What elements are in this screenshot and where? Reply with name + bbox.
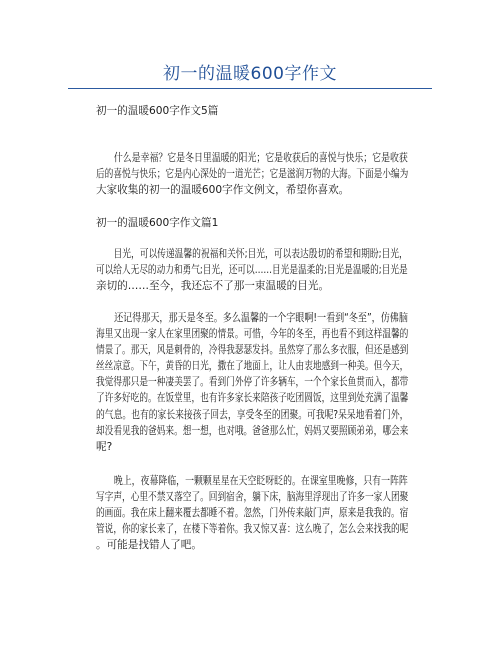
intro-paragraph [96,150,408,198]
document-title: 初一的温暖600字作文 [163,64,337,84]
paragraph-line: 目光，可以传递温馨的祝福和关怀;目光，可以表达殷切的希望和期盼;目光， [96,248,408,260]
paragraph-line: 还记得那天，那天是冬至。多么温馨的一个字眼啊!一看到“冬至”，仿佛脑 [96,312,408,324]
paragraph-line: 的画面。我在床上翻来覆去都睡不着。忽然，门外传来敲门声，原来是我我的。宿 [96,507,409,520]
paragraph-line: 。可能是找错人了吧。 [96,539,202,552]
section-heading-text: 初一的温暖600字作文篇1 [96,217,219,229]
paragraph-line: 海里又出现一家人在家里团聚的情景。可惜，今年的冬至，再也看不到这样温馨的 [96,328,409,341]
intro-line: 后的喜悦与快乐；它是内心深处的一道光芒；它是滋润万物的大海。下面是小编为 [96,168,409,181]
paragraph-line: 呢? [96,440,113,453]
paragraph-line: 我觉得那只是一种凄美罢了。看到门外停了许多辆车，一个个家长鱼贯而入，都带 [96,376,409,389]
document-subtitle: 初一的温暖600字作文5篇 [96,105,219,117]
paragraph-line: 的气息。也有的家长来接孩子回去，享受冬至的团聚。可我呢?呆呆地看着门外， [96,408,409,421]
paragraph-2 [96,310,408,455]
section-heading [96,215,408,231]
paragraph-line: 管说，你的家长来了，在楼下等着你。我又惊又喜：这么晚了，怎么会来找我的呢 [96,523,409,536]
paragraph-1 [96,246,408,294]
intro-line: 大家收集的初一的温暖600字作文例文，希望你喜欢。 [96,184,350,197]
paragraph-line: 可以给人无尽的动力和勇气;目光，还可以……目光是温柔的;目光是温暖的;目光是 [96,264,408,277]
paragraph-3 [96,473,408,553]
paragraph-line: 情景了。那天，风是刺骨的，冷得我瑟瑟发抖。虽然穿了那么多衣服，但还是感到 [96,344,409,357]
paragraph-line: 丝丝凉意。下午，黄昏的日光，撒在了地面上，让人由衷地感到一种美。但今天， [96,360,409,373]
intro-line: 什么是幸福？它是冬日里温暖的阳光；它是收获后的喜悦与快乐；它是收获 [96,152,408,164]
paragraph-line: 亲切的……至今，我还忘不了那一束温暖的目光。 [96,280,330,293]
title-underline [68,88,432,89]
paragraph-line: 晚上，夜幕降临，一颗颗星星在天空眨呀眨的。在课室里晚修，只有一阵阵 [96,475,408,487]
paragraph-line: 却没看见我的爸妈来。想一想，也对哦。爸爸那么忙，妈妈又要照顾弟弟，哪会来 [96,424,409,437]
paragraph-line: 了许多好吃的。在饭堂里，也有许多家长来陪孩子吃团圆饭，这里到处充满了温馨 [96,392,409,405]
paragraph-line: 写字声，心里不禁又落空了。回到宿舍，躺下床，脑海里浮现出了许多一家人团聚 [96,491,409,504]
